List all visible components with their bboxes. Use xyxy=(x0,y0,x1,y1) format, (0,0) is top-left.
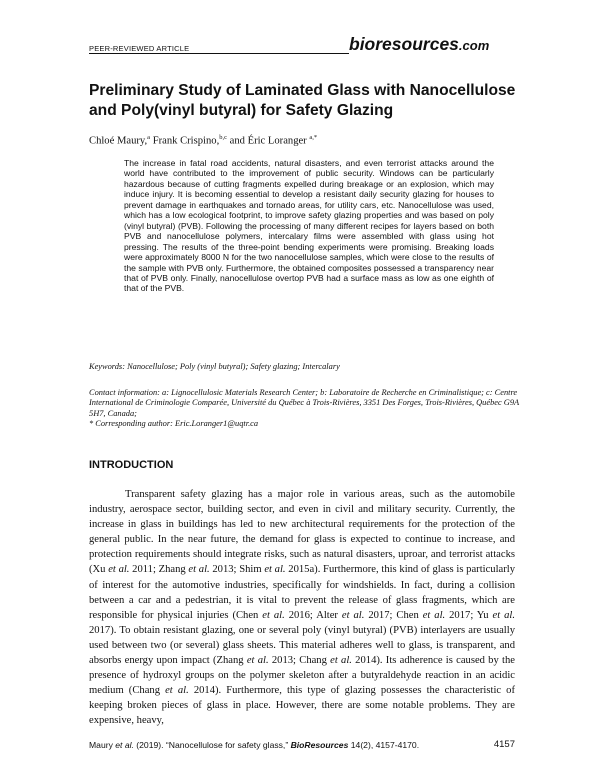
keywords: Keywords: Nanocellulose; Poly (vinyl butyral); Safety glazing; Intercalary xyxy=(89,362,340,371)
paragraph-text: 2017). To obtain resistant glazing, one or several poly (vinyl butyral) (PVB) interlayers are usually used between two (or several) glass sheets. This material adheres well to glass, is transparent, and absorbs energy upon impact (Zhang xyxy=(89,624,515,667)
citation-etal: et al. xyxy=(108,564,130,576)
paragraph-text: 2013; Chang xyxy=(268,655,331,667)
section-heading-introduction: INTRODUCTION xyxy=(89,459,174,471)
corresponding-author: * Corresponding author: Eric.Loranger1@uqtr.ca xyxy=(89,419,259,429)
paragraph-text: 2011; Zhang xyxy=(129,564,189,576)
paragraph-text: 2013; Shim xyxy=(209,564,265,576)
author-name: Chloé Maury, xyxy=(89,135,148,147)
author-name: and Éric Loranger xyxy=(229,135,307,147)
author-name: Frank Crispino, xyxy=(152,135,220,147)
paragraph-text: 2017; Chen xyxy=(364,609,423,621)
author-affiliation: a xyxy=(147,134,151,141)
brand-main: bioresources xyxy=(349,34,459,54)
citation-etal: et al. xyxy=(341,609,365,621)
affiliations: Contact information: a: Lignocellulosic Materials Research Center; b: Laboratoire de Recherche en Criminalistique; c: Centre International de Criminologie Comparée, Université du Québec à Trois-Rivières, 3351 Des Forges, Trois-Rivières, Québec G9A 5H7, Canada; xyxy=(89,388,520,418)
citation-etal: et al. xyxy=(264,564,286,576)
article-title: Preliminary Study of Laminated Glass with Nanocellulose and Poly(vinyl butyral) for Safety Glazing xyxy=(89,82,516,119)
paragraph-text: Transparent safety glazing has a major role in various areas, such as the automobile industry, aerospace sector, building sector, and even in civil and military security. Currently, the increase in glass in buildings has led to new architectural requirements for the protection of the general public. In the near future, the demand for glass is expected to continue to increase, and protection requirements should integrate risks, such as natural disasters, uproar, and terrorist attacks (Xu xyxy=(89,489,515,576)
citation-journal: BioResources xyxy=(290,740,349,750)
paragraph-text: 2015a). Furthermore, this kind of glass is particularly of interest for the automotive industries, specifically for windshields. In fact, during a collision between a car and a pedestrian, it is vital to prevent the release of glass fragments, which are responsible for physical injuries (Chen xyxy=(89,564,515,621)
journal-brand[interactable] xyxy=(349,34,489,55)
citation-etal: et al. xyxy=(492,609,515,621)
citation-volume: 14(2), 4157-4170. xyxy=(348,740,420,750)
section-label: PEER-REVIEWED ARTICLE xyxy=(89,44,190,53)
introduction-paragraph xyxy=(89,487,515,729)
page-number: 4157 xyxy=(493,739,515,750)
citation-etal: et al. xyxy=(115,740,134,750)
paragraph-text: 2017; Yu xyxy=(445,609,493,621)
footer-citation xyxy=(89,740,419,750)
abstract: The increase in fatal road accidents, natural disasters, and even terrorist attacks around the world have contributed to the improvement of public security. Windows can be particularly hazardous because of cutting fragments expelled during breakage or an explosion, which may induce injury. It is becoming essential to develop a resistant daily security glazing for houses to prevent damage in earthquakes and tornado areas, for utility cars, etc. Nanocellulose was used, which has a low ecological footprint, to improve safety glazing properties and was based on poly (vinyl butyral) (PVB). Following the processing of many different recipes for layers based on both PVB and nanocellulose polymers, intercalary films were assembled with glass using hot pressing. The results of the three-point bending experiments were promising. Breaking loads were approximately 8000 N for the two nanocellulose samples, which were close to the results of the sample with PVB only. Furthermore, the obtained composites possessed a transparency near that of PVB only. Finally, nanocellulose overtop PVB had a surface mass as low as one eighth of that of the PVB. xyxy=(124,158,494,294)
author-list xyxy=(89,134,529,147)
citation-etal: et al. xyxy=(330,655,352,667)
citation-etal: et al. xyxy=(262,609,285,621)
header-rule xyxy=(89,53,349,54)
contact-information xyxy=(89,388,519,430)
author-affiliation: a,* xyxy=(309,134,318,141)
citation-authors: Maury xyxy=(89,740,116,750)
paragraph-text: 2014). Furthermore, this type of glazing possesses the characteristic of keeping broken pieces of glass in place. However, there are some notable problems. They are expensive, heavy, xyxy=(89,685,516,727)
paragraph-text: 2014). Its adherence is caused by the presence of hydroxyl groups on the polymer skeleton after a butyraldehyde reaction in an acidic medium (Chang xyxy=(89,655,515,697)
paragraph-text: 2016; Alter xyxy=(284,609,342,621)
citation-etal: et al. xyxy=(165,685,189,697)
citation-etal: et al. xyxy=(188,564,210,576)
citation-etal: et al. xyxy=(422,609,446,621)
brand-domain: .com xyxy=(458,38,490,53)
author-affiliation: b,c xyxy=(219,134,227,141)
citation-etal: et al. xyxy=(246,655,269,667)
citation-title: (2019). “Nanocellulose for safety glass,” xyxy=(133,740,291,750)
